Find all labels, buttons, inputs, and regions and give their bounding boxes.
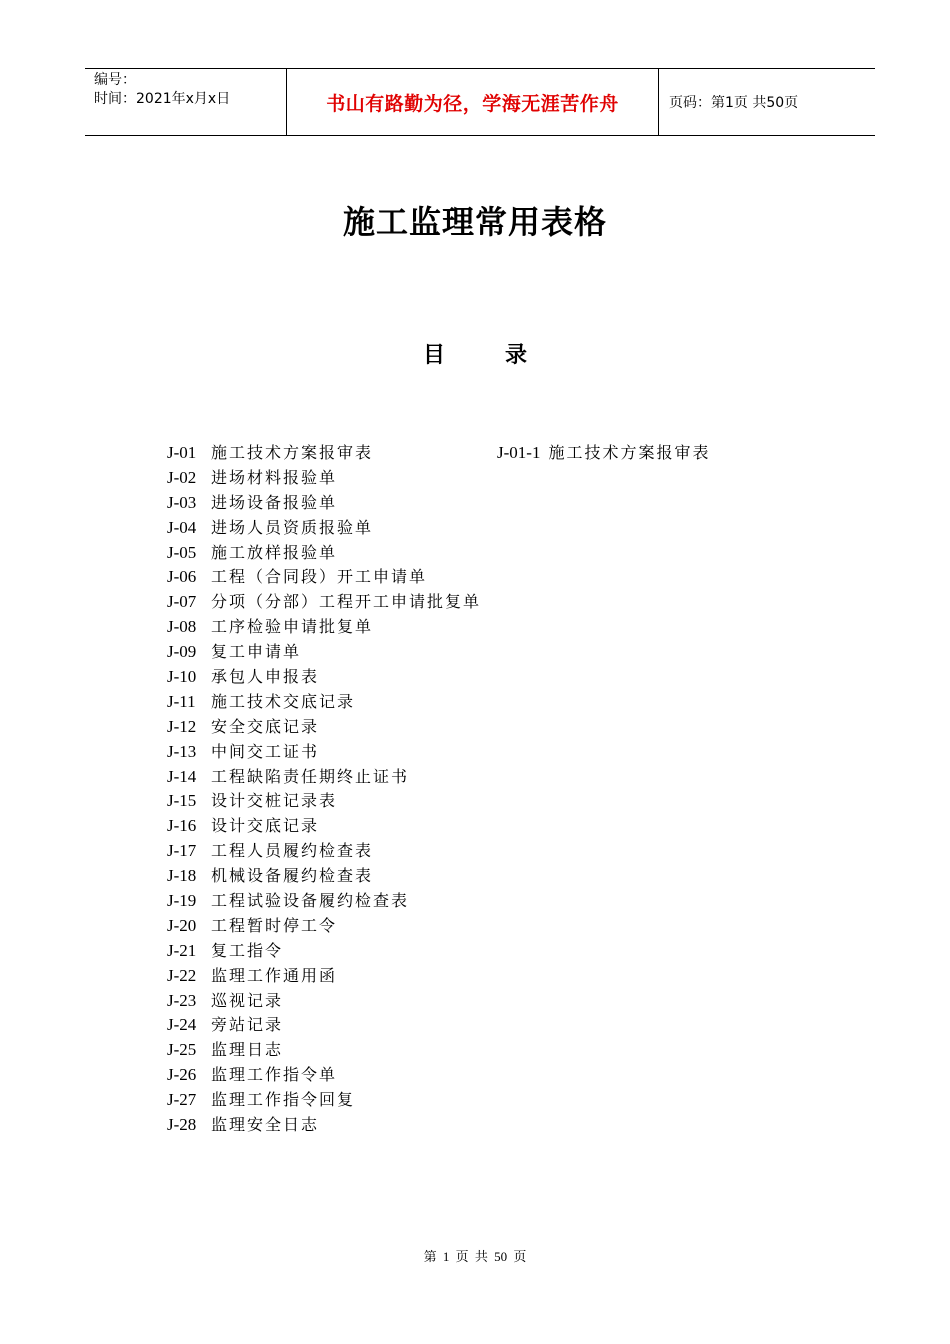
toc-entry-name: 复工指令	[211, 940, 284, 960]
toc-entry	[167, 839, 867, 864]
toc-entry-code: J-20	[167, 915, 197, 935]
toc-entry-name: 机械设备履约检查表	[211, 866, 374, 886]
time-line: 时间：2021年x月x日	[94, 91, 231, 107]
toc-entry	[167, 665, 867, 690]
toc-entry	[167, 565, 867, 590]
toc-entry-name: 施工技术交底记录	[211, 691, 356, 711]
toc-entry-code: J-04	[167, 517, 197, 537]
toc-entry-code: J-11	[167, 691, 196, 711]
toc-entry	[167, 466, 867, 491]
toc-entry	[167, 590, 867, 615]
number-label: 编号：	[94, 72, 136, 88]
toc-entry-name: 分项（分部）工程开工申请批复单	[211, 592, 482, 612]
toc-entry	[167, 889, 867, 914]
toc-sub-code: J-01-1	[497, 443, 541, 462]
toc-entry-name: 工程暂时停工令	[211, 915, 338, 935]
toc-entry	[167, 765, 867, 790]
toc-sub-name: 施工技术方案报审表	[548, 443, 711, 462]
header-motto-cell	[286, 69, 659, 135]
toc-list	[167, 441, 867, 1138]
toc-entry-name: 监理工作通用函	[211, 965, 338, 985]
toc-entry-name: 施工技术方案报审表	[211, 443, 374, 462]
toc-entry	[167, 1088, 867, 1113]
toc-entry	[167, 615, 867, 640]
toc-entry-code: J-14	[167, 766, 197, 786]
toc-entry	[167, 1013, 867, 1038]
header-page-cell	[659, 69, 875, 135]
toc-entry	[167, 690, 867, 715]
toc-entry-name: 设计交桩记录表	[211, 791, 338, 811]
document-header	[85, 68, 875, 136]
toc-entry	[167, 740, 867, 765]
toc-entry	[167, 989, 867, 1014]
toc-entry-code: J-05	[167, 542, 197, 562]
toc-entry	[167, 640, 867, 665]
toc-entry-name: 工程（合同段）开工申请单	[211, 567, 428, 587]
page-info: 页码：第1页 共50页	[669, 95, 799, 111]
toc-entry	[167, 516, 867, 541]
toc-entry-code: J-19	[167, 891, 197, 911]
toc-entry-name: 监理日志	[211, 1040, 284, 1060]
toc-entry-code: J-07	[167, 592, 197, 612]
toc-entry-code: J-23	[167, 990, 197, 1010]
toc-entry-name: 承包人申报表	[211, 667, 320, 687]
toc-entry-name: 设计交底记录	[211, 816, 320, 836]
toc-entry-name: 监理工作指令单	[211, 1065, 338, 1085]
toc-heading-left: 目	[422, 343, 445, 368]
toc-entry-name: 工程人员履约检查表	[211, 841, 374, 861]
toc-entry-code: J-18	[167, 866, 197, 886]
header-meta	[85, 69, 286, 135]
toc-entry-code: J-01	[167, 443, 197, 462]
toc-entry-name: 进场人员资质报验单	[211, 517, 374, 537]
toc-entry	[167, 1038, 867, 1063]
toc-entry-name: 进场材料报验单	[211, 467, 338, 487]
toc-entry-code: J-12	[167, 716, 197, 736]
page-footer: 第 1 页 共 50 页	[423, 1249, 527, 1264]
toc-entry-name: 进场设备报验单	[211, 492, 338, 512]
toc-heading-right: 录	[505, 343, 528, 368]
toc-entry-code: J-15	[167, 791, 197, 811]
toc-entry	[167, 964, 867, 989]
toc-entry	[167, 914, 867, 939]
toc-entry-name: 工程试验设备履约检查表	[211, 891, 410, 911]
toc-entry	[167, 814, 867, 839]
toc-entry-name: 旁站记录	[211, 1015, 284, 1035]
toc-entry	[167, 715, 867, 740]
toc-entry-code: J-02	[167, 467, 197, 487]
toc-entry-code: J-22	[167, 965, 197, 985]
toc-entry-code: J-17	[167, 841, 197, 861]
toc-heading	[0, 338, 950, 369]
toc-entry	[167, 441, 867, 466]
toc-entry-code: J-25	[167, 1040, 197, 1060]
motto-text: 书山有路勤为径，学海无涯苦作舟	[326, 92, 619, 115]
toc-entry-name: 中间交工证书	[211, 741, 320, 761]
toc-entry-code: J-16	[167, 816, 197, 836]
toc-entry	[167, 541, 867, 566]
toc-entry-code: J-06	[167, 567, 197, 587]
toc-entry-code: J-10	[167, 667, 197, 687]
toc-entry-code: J-21	[167, 940, 197, 960]
toc-entry-name: 施工放样报验单	[211, 542, 338, 562]
toc-entry-name: 巡视记录	[211, 990, 284, 1010]
toc-entry	[167, 939, 867, 964]
toc-entry	[167, 1063, 867, 1088]
toc-entry-code: J-03	[167, 492, 197, 512]
document-title: 施工监理常用表格	[342, 203, 607, 241]
toc-entry-name: 监理工作指令回复	[211, 1090, 356, 1110]
toc-entry-name: 安全交底记录	[211, 716, 320, 736]
toc-entry-code: J-08	[167, 617, 197, 637]
toc-entry-code: J-26	[167, 1065, 197, 1085]
toc-entry	[167, 491, 867, 516]
toc-entry-name: 工序检验申请批复单	[211, 617, 374, 637]
toc-entry-code: J-27	[167, 1090, 197, 1110]
toc-entry-code: J-13	[167, 741, 197, 761]
toc-entry-code: J-09	[167, 642, 197, 662]
toc-entry	[167, 1113, 867, 1138]
toc-entry	[167, 789, 867, 814]
toc-entry	[167, 864, 867, 889]
toc-entry-name: 监理安全日志	[211, 1115, 320, 1135]
toc-entry-name: 工程缺陷责任期终止证书	[211, 766, 410, 786]
toc-entry-name: 复工申请单	[211, 642, 302, 662]
toc-entry-code: J-28	[167, 1115, 197, 1135]
toc-entry-code: J-24	[167, 1015, 197, 1035]
toc-entry-sub	[497, 441, 710, 466]
